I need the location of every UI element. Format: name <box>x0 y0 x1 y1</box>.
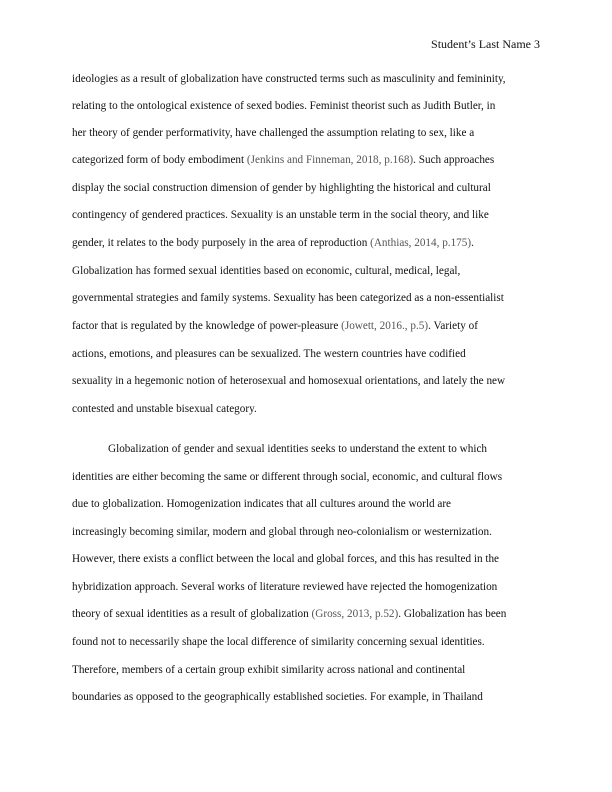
text-segment: categorized form of body embodiment <box>72 154 247 166</box>
text-line: hybridization approach. Several works of literature reviewed have rejected the homogenization <box>72 581 498 593</box>
text-line: identities are either becoming the same or different through social, economic, and cultural flows <box>72 471 503 483</box>
text-line: due to globalization. Homogenization indicates that all cultures around the world are <box>72 498 452 510</box>
text-segment: . Such approaches <box>413 154 495 166</box>
text-line: governmental strategies and family systems. Sexuality has been categorized as a non-essentialist <box>72 292 504 304</box>
citation: (Jenkins and Finneman, 2018, p.168) <box>246 154 414 166</box>
text-line: However, there exists a conflict between the local and global forces, and this has resulted in the <box>72 553 500 565</box>
text-segment: factor that is regulated by the knowledge of power-pleasure <box>72 320 342 332</box>
text-line: Globalization has formed sexual identities based on economic, cultural, medical, legal, <box>72 265 461 277</box>
text-line: display the social construction dimension of gender by highlighting the historical and cultural <box>72 182 491 194</box>
text-line: relating to the ontological existence of sexed bodies. Feminist theorist such as Judith Butler, in <box>72 100 496 112</box>
text-line: increasingly becoming similar, modern and global through neo-colonialism or westernization. <box>72 526 492 538</box>
text-segment: . Globalization has been <box>398 608 507 620</box>
text-line: Therefore, members of a certain group exhibit similarity across national and continental <box>72 664 466 676</box>
text-line: found not to necessarily shape the local difference of similarity concerning sexual identities. <box>72 636 485 648</box>
citation: (Anthias, 2014, p.175) <box>370 237 472 249</box>
text-line: contingency of gendered practices. Sexuality is an unstable term in the social theory, and like <box>72 209 489 221</box>
text-line <box>72 153 494 167</box>
citation: (Jowett, 2016., p.5) <box>341 320 429 332</box>
text-segment: . Variety of <box>428 320 478 332</box>
text-line: ideologies as a result of globalization have constructed terms such as masculinity and femininity, <box>72 73 506 85</box>
text-segment: . <box>471 237 474 249</box>
text-line: Globalization of gender and sexual identities seeks to understand the extent to which <box>108 443 488 455</box>
text-line: contested and unstable bisexual category. <box>72 403 257 415</box>
text-line <box>72 319 478 333</box>
text-line <box>72 236 474 250</box>
text-line: her theory of gender performativity, have challenged the assumption relating to sex, like a <box>72 127 475 139</box>
text-line: boundaries as opposed to the geographically established societies. For example, in Thailand <box>72 691 483 703</box>
text-segment: gender, it relates to the body purposely in the area of reproduction <box>72 237 371 249</box>
citation: (Gross, 2013, p.52) <box>311 608 399 620</box>
running-head: Student’s Last Name 3 <box>431 37 540 51</box>
text-line: actions, emotions, and pleasures can be sexualized. The western countries have codified <box>72 348 466 360</box>
text-line <box>72 607 506 621</box>
text-segment: theory of sexual identities as a result of globalization <box>72 608 312 620</box>
text-line: sexuality in a hegemonic notion of heterosexual and homosexual orientations, and lately the new <box>72 375 506 387</box>
